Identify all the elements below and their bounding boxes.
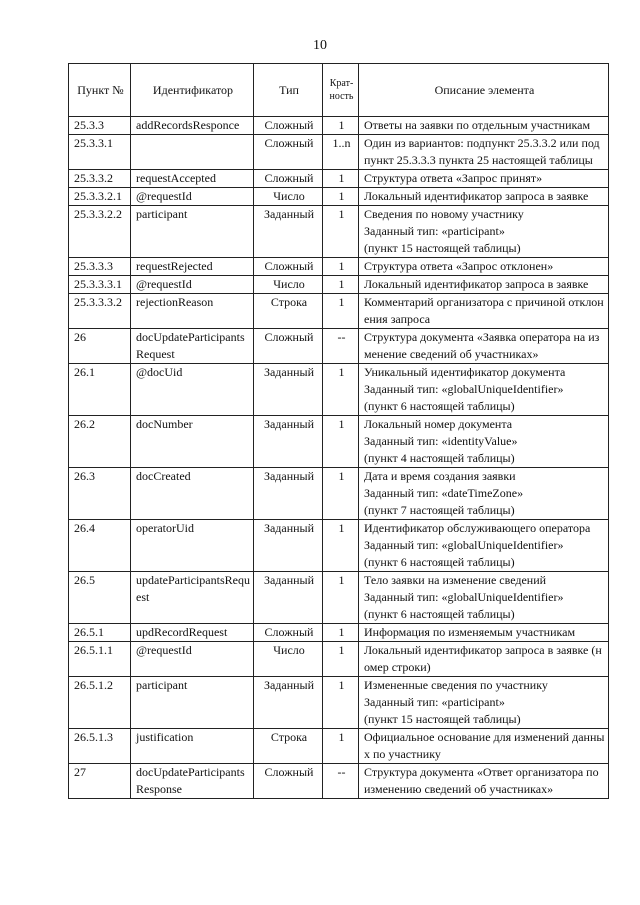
row-multiplicity: -- [323, 764, 359, 799]
row-number: 27 [69, 764, 131, 799]
row-multiplicity: 1 [323, 468, 359, 520]
table-row [69, 677, 609, 729]
table-row [69, 468, 609, 520]
row-description [359, 117, 609, 135]
row-multiplicity: 1 [323, 294, 359, 329]
row-number: 26.4 [69, 520, 131, 572]
row-type: Заданный [254, 364, 323, 416]
row-description [359, 294, 609, 329]
row-identifier: @requestId [131, 642, 254, 677]
row-description [359, 416, 609, 468]
description-line: Дата и время создания заявки [364, 469, 516, 483]
row-identifier: updateParticipantsRequest [131, 572, 254, 624]
table-row [69, 117, 609, 135]
description-line: Структура документа «Ответ организатора по изменению сведений об участниках» [364, 765, 599, 796]
row-identifier: docNumber [131, 416, 254, 468]
description-line: Заданный тип: «globalUniqueIdentifier» [364, 590, 564, 604]
row-identifier: rejectionReason [131, 294, 254, 329]
row-identifier: docCreated [131, 468, 254, 520]
row-description [359, 364, 609, 416]
row-description [359, 677, 609, 729]
description-line: Официальное основание для изменений данных по участнику [364, 730, 605, 761]
row-type: Строка [254, 729, 323, 764]
page-number: 10 [313, 38, 327, 53]
table-row [69, 258, 609, 276]
row-type: Заданный [254, 677, 323, 729]
description-line: Уникальный идентификатор документа [364, 365, 566, 379]
row-identifier: operatorUid [131, 520, 254, 572]
description-line: Тело заявки на изменение сведений [364, 573, 547, 587]
table-header-row [69, 64, 609, 117]
header-multiplicity-label: Крат-ность [329, 78, 354, 102]
row-number: 26.1 [69, 364, 131, 416]
row-number: 26.5 [69, 572, 131, 624]
row-multiplicity: 1 [323, 572, 359, 624]
row-number: 25.3.3.2 [69, 170, 131, 188]
row-identifier: docUpdateParticipantsRequest [131, 329, 254, 364]
row-multiplicity: 1 [323, 624, 359, 642]
description-line: Заданный тип: «identityValue» [364, 434, 518, 448]
row-description [359, 468, 609, 520]
row-type: Число [254, 642, 323, 677]
row-description [359, 520, 609, 572]
table-body [69, 117, 609, 799]
row-identifier: addRecordsResponce [131, 117, 254, 135]
row-multiplicity: 1 [323, 364, 359, 416]
table-row [69, 206, 609, 258]
description-line: Один из вариантов: подпункт 25.3.3.2 или подпункт 25.3.3.3 пункта 25 настоящей таблицы [364, 136, 600, 167]
description-line: (пункт 6 настоящей таблицы) [364, 555, 515, 569]
row-type: Сложный [254, 258, 323, 276]
row-type: Строка [254, 294, 323, 329]
description-line: Комментарий организатора с причиной отклонения запроса [364, 295, 604, 326]
description-line: Локальный идентификатор запроса в заявке (номер строки) [364, 643, 602, 674]
row-type: Сложный [254, 135, 323, 170]
row-identifier: @docUid [131, 364, 254, 416]
table-row [69, 294, 609, 329]
description-line: Заданный тип: «globalUniqueIdentifier» [364, 382, 564, 396]
description-line: Локальный идентификатор запроса в заявке [364, 189, 589, 203]
description-line: (пункт 6 настоящей таблицы) [364, 607, 515, 621]
table-row [69, 416, 609, 468]
description-line: Структура документа «Заявка оператора на изменение сведений об участниках» [364, 330, 600, 361]
row-multiplicity: 1 [323, 117, 359, 135]
table-row [69, 729, 609, 764]
table-row [69, 642, 609, 677]
header-identifier: Идентификатор [131, 64, 254, 117]
description-line: (пункт 7 настоящей таблицы) [364, 503, 515, 517]
row-number: 26.5.1.1 [69, 642, 131, 677]
table-row [69, 170, 609, 188]
row-type: Заданный [254, 520, 323, 572]
description-line: (пункт 15 настоящей таблицы) [364, 241, 521, 255]
row-type: Сложный [254, 764, 323, 799]
row-multiplicity: 1 [323, 416, 359, 468]
table-row [69, 364, 609, 416]
row-description [359, 572, 609, 624]
table-row [69, 572, 609, 624]
row-description [359, 170, 609, 188]
header-type: Тип [254, 64, 323, 117]
table-row [69, 276, 609, 294]
row-identifier [131, 135, 254, 170]
row-multiplicity: 1 [323, 276, 359, 294]
header-description: Описание элемента [359, 64, 609, 117]
row-number: 25.3.3.1 [69, 135, 131, 170]
header-multiplicity [323, 64, 359, 117]
row-type: Заданный [254, 416, 323, 468]
row-type: Сложный [254, 170, 323, 188]
table-row [69, 329, 609, 364]
row-multiplicity: 1 [323, 520, 359, 572]
header-num: Пункт № [69, 64, 131, 117]
table-row [69, 188, 609, 206]
row-description [359, 329, 609, 364]
row-number: 26.5.1.3 [69, 729, 131, 764]
row-description [359, 135, 609, 170]
description-line: Информация по изменяемым участникам [364, 625, 576, 639]
row-identifier: participant [131, 677, 254, 729]
row-identifier: justification [131, 729, 254, 764]
row-type: Заданный [254, 206, 323, 258]
table-row [69, 624, 609, 642]
description-line: Ответы на заявки по отдельным участникам [364, 118, 591, 132]
description-line: Заданный тип: «participant» [364, 224, 505, 238]
row-description [359, 642, 609, 677]
row-description [359, 206, 609, 258]
description-line: (пункт 4 настоящей таблицы) [364, 451, 515, 465]
row-multiplicity: 1..n [323, 135, 359, 170]
row-number: 25.3.3.3 [69, 258, 131, 276]
row-multiplicity: 1 [323, 188, 359, 206]
row-type: Сложный [254, 117, 323, 135]
row-number: 26.5.1.2 [69, 677, 131, 729]
row-multiplicity: 1 [323, 258, 359, 276]
description-line: Измененные сведения по участнику [364, 678, 548, 692]
description-line: Локальный идентификатор запроса в заявке [364, 277, 589, 291]
row-number: 26 [69, 329, 131, 364]
row-multiplicity: 1 [323, 677, 359, 729]
description-line: Заданный тип: «participant» [364, 695, 505, 709]
row-description [359, 624, 609, 642]
row-identifier: updRecordRequest [131, 624, 254, 642]
row-type: Число [254, 276, 323, 294]
row-identifier: requestAccepted [131, 170, 254, 188]
description-line: (пункт 6 настоящей таблицы) [364, 399, 515, 413]
row-multiplicity: 1 [323, 206, 359, 258]
element-spec-table [68, 63, 609, 799]
table-row [69, 520, 609, 572]
row-number: 26.3 [69, 468, 131, 520]
row-identifier: @requestId [131, 276, 254, 294]
row-number: 26.2 [69, 416, 131, 468]
row-identifier: @requestId [131, 188, 254, 206]
row-multiplicity: -- [323, 329, 359, 364]
row-description [359, 276, 609, 294]
row-number: 25.3.3.3.1 [69, 276, 131, 294]
description-line: Структура ответа «Запрос отклонен» [364, 259, 554, 273]
table-row [69, 764, 609, 799]
row-identifier: participant [131, 206, 254, 258]
row-identifier: docUpdateParticipantsResponse [131, 764, 254, 799]
description-line: (пункт 15 настоящей таблицы) [364, 712, 521, 726]
row-description [359, 729, 609, 764]
row-number: 25.3.3.2.1 [69, 188, 131, 206]
row-multiplicity: 1 [323, 642, 359, 677]
row-number: 26.5.1 [69, 624, 131, 642]
row-description [359, 258, 609, 276]
table-row [69, 135, 609, 170]
row-description [359, 764, 609, 799]
row-type: Заданный [254, 572, 323, 624]
row-multiplicity: 1 [323, 170, 359, 188]
row-multiplicity: 1 [323, 729, 359, 764]
row-number: 25.3.3.2.2 [69, 206, 131, 258]
row-type: Число [254, 188, 323, 206]
row-number: 25.3.3 [69, 117, 131, 135]
description-line: Заданный тип: «globalUniqueIdentifier» [364, 538, 564, 552]
description-line: Сведения по новому участнику [364, 207, 524, 221]
row-number: 25.3.3.3.2 [69, 294, 131, 329]
row-type: Заданный [254, 468, 323, 520]
row-type: Сложный [254, 624, 323, 642]
row-description [359, 188, 609, 206]
row-identifier: requestRejected [131, 258, 254, 276]
row-type: Сложный [254, 329, 323, 364]
description-line: Заданный тип: «dateTimeZone» [364, 486, 524, 500]
description-line: Структура ответа «Запрос принят» [364, 171, 543, 185]
description-line: Локальный номер документа [364, 417, 513, 431]
description-line: Идентификатор обслуживающего оператора [364, 521, 591, 535]
